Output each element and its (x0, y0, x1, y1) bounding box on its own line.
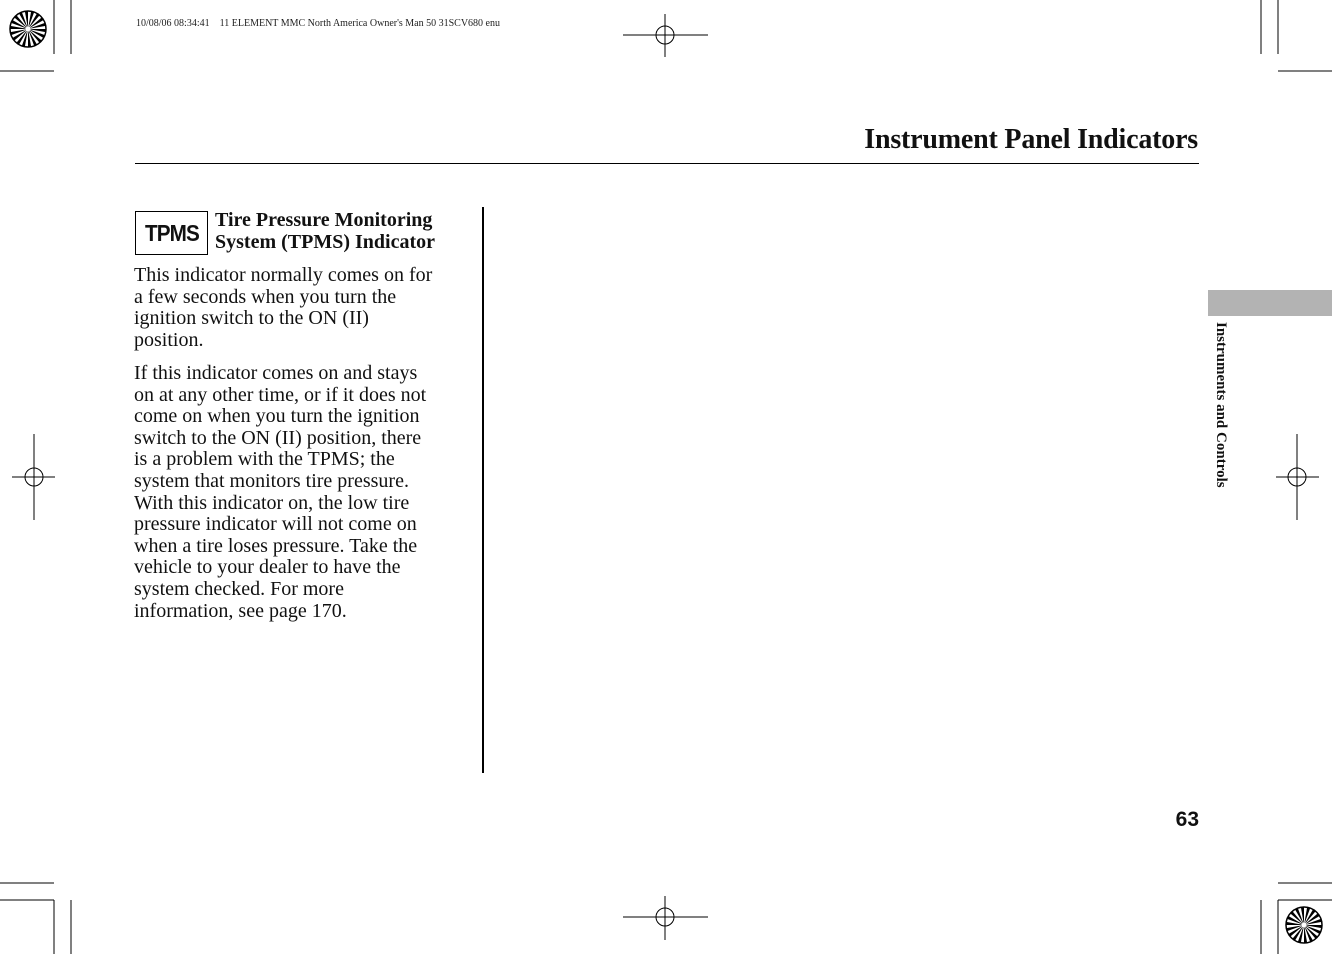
text-line: ignition switch to the ON (II) (134, 307, 369, 330)
text-line: switch to the ON (II) position, there (134, 426, 422, 449)
registration-target-icon (1276, 434, 1319, 520)
page-title: Instrument Panel Indicators (864, 124, 1198, 155)
print-job-info: 10/08/06 08:34:41 11 ELEMENT MMC North America Owner's Man 50 31SCV680 enu (136, 18, 500, 29)
section-heading-line: Tire Pressure Monitoring (215, 209, 433, 231)
registration-target-icon (12, 434, 55, 520)
text-line: With this indicator on, the low tire (134, 491, 410, 514)
section-tab (1208, 290, 1332, 316)
text-line: system checked. For more (134, 577, 344, 600)
text-line: information, see page 170. (134, 599, 347, 622)
title-rule (135, 163, 1199, 164)
text-line: If this indicator comes on and stays (134, 362, 418, 384)
paragraph-warning (134, 363, 474, 622)
color-bar-starburst-icon (10, 11, 46, 47)
tpms-indicator-icon (135, 211, 208, 255)
text-line: system that monitors tire pressure. (134, 469, 409, 492)
text-line: pressure indicator will not come on (134, 513, 417, 536)
text-line: vehicle to your dealer to have the (134, 556, 401, 579)
text-line: position. (134, 328, 204, 351)
text-line: a few seconds when you turn the (134, 285, 397, 308)
section-tab-label: Instruments and Controls (1213, 322, 1229, 488)
page-number: 63 (1175, 808, 1199, 831)
paragraph-intro (134, 265, 474, 351)
text-line: when a tire loses pressure. Take the (134, 534, 418, 557)
registration-target-icon (623, 896, 708, 940)
text-line: come on when you turn the ignition (134, 405, 420, 428)
text-line: is a problem with the TPMS; the (134, 448, 395, 471)
section-heading (215, 209, 475, 253)
section-heading-line: System (TPMS) Indicator (215, 231, 435, 253)
text-line: This indicator normally comes on for (134, 264, 433, 286)
tpms-icon-label: TPMS (144, 219, 199, 246)
text-line: on at any other time, or if it does not (134, 383, 427, 406)
registration-target-icon (623, 14, 708, 57)
color-bar-starburst-icon (1286, 907, 1322, 943)
column-divider (482, 207, 484, 773)
